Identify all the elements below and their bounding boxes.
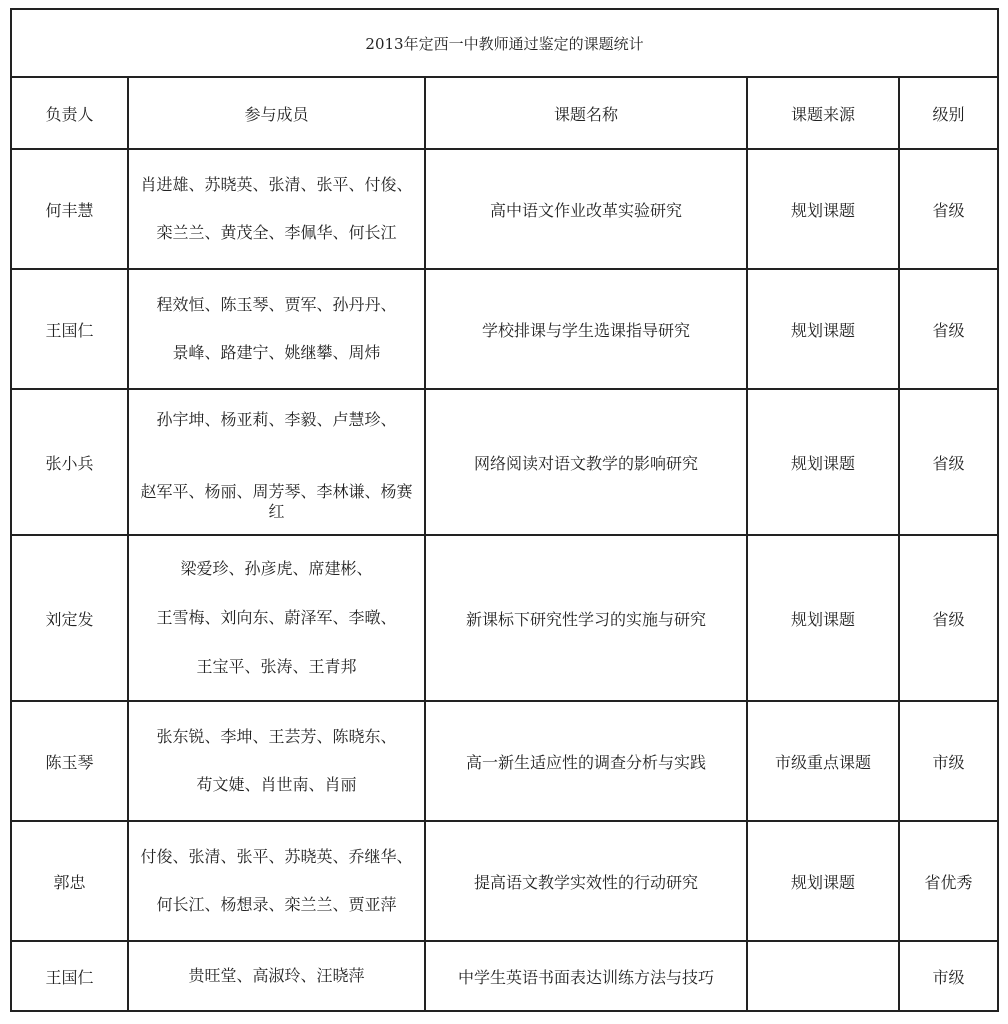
source-cell: 规划课题 (747, 821, 899, 941)
header-source: 课题来源 (747, 77, 899, 149)
member-line: 王宝平、张涛、王青邦 (196, 656, 357, 676)
member-line: 付俊、张清、张平、苏晓英、乔继华、 (140, 847, 413, 866)
leader-cell: 何丰慧 (11, 149, 128, 269)
member-line: 何长江、杨想录、栾兰兰、贾亚萍 (156, 895, 397, 914)
source-cell: 规划课题 (747, 269, 899, 389)
topic-cell: 网络阅读对语文教学的影响研究 (425, 389, 747, 535)
topic-cell: 新课标下研究性学习的实施与研究 (425, 535, 747, 701)
source-cell: 规划课题 (747, 149, 899, 269)
member-line: 张东锐、李坤、王芸芳、陈晓东、 (156, 727, 397, 746)
level-cell: 省级 (899, 535, 998, 701)
leader-cell: 刘定发 (11, 535, 128, 701)
members-cell (128, 701, 425, 821)
level-cell: 省优秀 (899, 821, 998, 941)
members-cell (128, 149, 425, 269)
table-row (11, 149, 998, 269)
member-line: 红 (268, 502, 285, 521)
member-line: 程效恒、陈玉琴、贾军、孙丹丹、 (156, 295, 397, 314)
member-line: 苟文婕、肖世南、肖丽 (196, 775, 357, 794)
member-line: 赵军平、杨丽、周芳琴、李林谦、杨赛 (140, 482, 413, 501)
leader-cell: 张小兵 (11, 389, 128, 535)
source-cell: 规划课题 (747, 535, 899, 701)
topic-cell: 高中语文作业改革实验研究 (425, 149, 747, 269)
leader-cell: 王国仁 (11, 941, 128, 1011)
level-cell: 省级 (899, 389, 998, 535)
level-cell: 省级 (899, 269, 998, 389)
member-line: 肖进雄、苏晓英、张清、张平、付俊、 (140, 175, 413, 194)
members-cell (128, 269, 425, 389)
title-row (11, 9, 998, 77)
table-row (11, 701, 998, 821)
topic-cell: 学校排课与学生选课指导研究 (425, 269, 747, 389)
topic-cell: 中学生英语书面表达训练方法与技巧 (425, 941, 747, 1011)
header-members: 参与成员 (128, 77, 425, 149)
level-cell: 市级 (899, 941, 998, 1011)
table-row (11, 535, 998, 701)
member-line: 贵旺堂、高淑玲、汪晓萍 (188, 966, 365, 985)
project-statistics-sheet (10, 8, 999, 1012)
member-line: 王雪梅、刘向东、蔚泽军、李暾、 (156, 607, 397, 627)
leader-cell: 郭忠 (11, 821, 128, 941)
level-cell: 市级 (899, 701, 998, 821)
table-row (11, 269, 998, 389)
source-cell: 市级重点课题 (747, 701, 899, 821)
members-cell (128, 535, 425, 701)
level-cell: 省级 (899, 149, 998, 269)
table-row (11, 821, 998, 941)
member-line: 梁爱珍、孙彦虎、席建彬、 (180, 559, 373, 579)
header-topic: 课题名称 (425, 77, 747, 149)
member-line: 景峰、路建宁、姚继攀、周炜 (172, 343, 381, 362)
member-line: 孙宇坤、杨亚莉、李毅、卢慧珍、 (156, 410, 397, 429)
members-cell (128, 389, 425, 535)
leader-cell: 王国仁 (11, 269, 128, 389)
header-leader: 负责人 (11, 77, 128, 149)
project-table (10, 8, 999, 1012)
header-level: 级别 (899, 77, 998, 149)
topic-cell: 提高语文教学实效性的行动研究 (425, 821, 747, 941)
table-title: 2013年定西一中教师通过鉴定的课题统计 (11, 9, 998, 77)
member-line: 栾兰兰、黄茂全、李佩华、何长江 (156, 223, 397, 242)
source-cell: 规划课题 (747, 389, 899, 535)
leader-cell: 陈玉琴 (11, 701, 128, 821)
table-row (11, 941, 998, 1011)
members-cell (128, 941, 425, 1011)
source-cell (747, 941, 899, 1011)
header-row (11, 77, 998, 149)
members-cell (128, 821, 425, 941)
table-row (11, 389, 998, 535)
topic-cell: 高一新生适应性的调查分析与实践 (425, 701, 747, 821)
